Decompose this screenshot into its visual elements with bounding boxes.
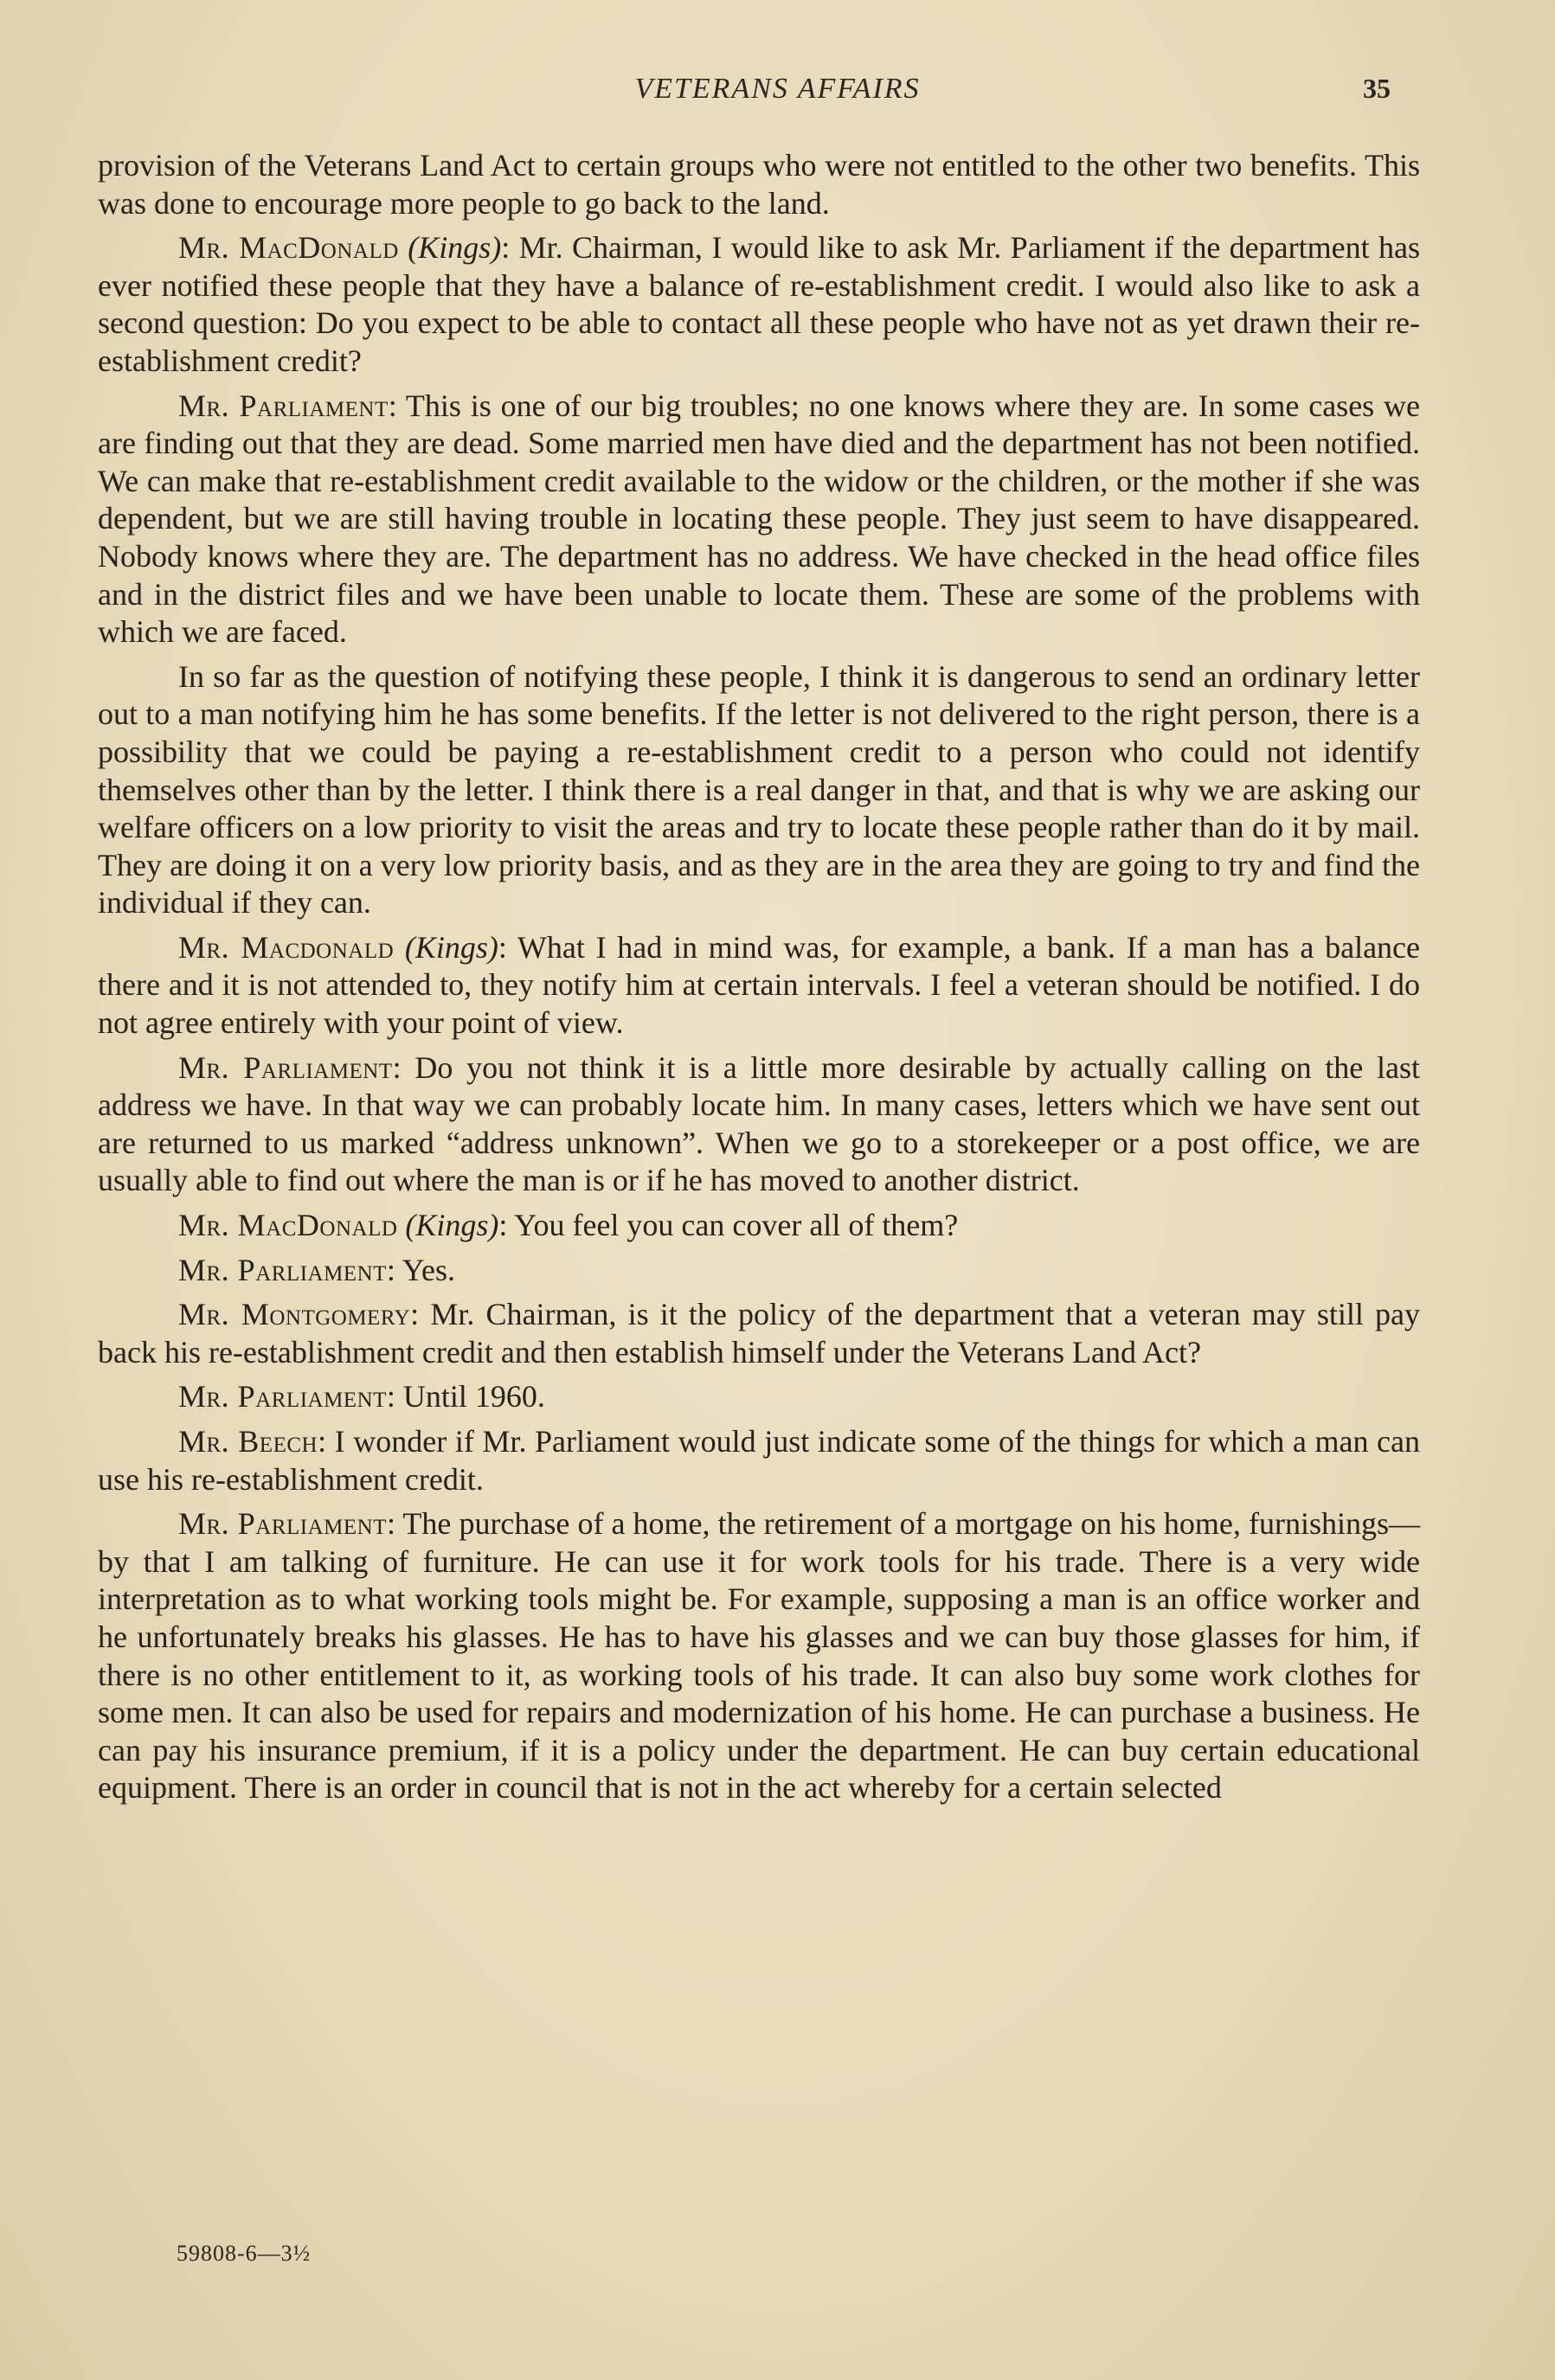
paragraph	[98, 658, 1420, 922]
paragraph-text: : You feel you can cover all of them?	[498, 1208, 959, 1243]
paragraph	[98, 1423, 1420, 1498]
paragraph-text: : I wonder if Mr. Parliament would just indicate some of the things for which a man can use his re-establishment credit.	[98, 1424, 1420, 1497]
paragraph-text: : Mr. Chairman, I would like to ask Mr. Parliament if the department has ever notified these people that they have a balance of re-establishment credit. I would also like to ask a second question: Do you expect to be able to contact all these people who have not as yet drawn their re-establishment credit?	[98, 230, 1420, 378]
speaker-name: Mr. MacDonald	[178, 1208, 398, 1243]
paragraph	[98, 1505, 1420, 1807]
paragraph-text: : Do you not think it is a little more desirable by actually calling on the last address we have. In that way we can probably locate him. In many cases, letters which we have sent out are returned to us marked “address unknown”. When we go to a storekeeper or a post office, we are usually able to find out where the man is or if he has moved to another district.	[98, 1049, 1420, 1198]
speaker-riding: (Kings)	[408, 230, 502, 266]
speaker-name: Mr. Macdonald	[178, 929, 395, 965]
paragraph-text: : Yes.	[386, 1252, 455, 1287]
printer-code: 59808-6—3½	[177, 2241, 312, 2266]
body-text	[98, 147, 1420, 1814]
speaker-name: Mr. Parliament	[178, 1252, 387, 1287]
paragraph-text: : The purchase of a home, the retirement of a mortgage on his home, furnishings—by that I am talking of furniture. He can use it for work tools for his trade. There is a very wide interpretation as to what working tools might be. For example, supposing a man is an office worker and he unfortunately breaks his glasses. He has to have his glasses and we can buy those glasses for him, if there is no other entitlement to it, as working tools of his trade. It can also buy some work clothes for some men. It can also be used for repairs and modernization of his home. He can purchase a business. He can pay his insurance premium, if it is a policy under the department. He can buy certain educational equipment. There is an order in council that is not in the act whereby for a certain selected	[98, 1506, 1420, 1806]
paragraph	[98, 929, 1420, 1042]
paragraph	[98, 1049, 1420, 1200]
speaker-name: Mr. Montgomery	[178, 1297, 411, 1332]
speaker-name: Mr. MacDonald	[178, 230, 399, 266]
paragraph-text: : What I had in mind was, for example, a bank. If a man has a balance there and it is not attended to, they notify him at certain intervals. I feel a veteran should be notified. I do not agree entirely with your point of view.	[98, 929, 1421, 1041]
speaker-name: Mr. Parliament	[178, 1049, 393, 1085]
speaker-name: Mr. Parliament	[178, 1379, 387, 1415]
paragraph-text: : Mr. Chairman, is it the policy of the department that a veteran may still pay back his re-establishment credit and then establish himself under the Veterans Land Act?	[98, 1297, 1420, 1370]
paragraph-text: : This is one of our big troubles; no one knows where they are. In some cases we are finding out that they are dead. Some married men have died and the department has not been notified. We can make that re-establishment credit available to the widow or the children, or the mother if she was dependent, but we are still having trouble in locating these people. They just seem to have disappeared. Nobody knows where they are. The department has no address. We have checked in the head office files and in the district files and we have been unable to locate them. These are some of the problems with which we are faced.	[98, 388, 1420, 650]
paragraph-text: : Until 1960.	[386, 1379, 545, 1415]
page-header	[0, 73, 1555, 116]
speaker-name: Mr. Beech	[178, 1424, 318, 1459]
paragraph-text: In so far as the question of notifying these people, I think it is dangerous to send an ordinary letter out to a man notifying him he has some benefits. If the letter is not delivered to the right person, there is a possibility that we could be paying a re-establishment credit to a person who could not identify themselves other than by the letter. I think there is a real danger in that, and that is why we are asking our welfare officers on a low priority to visit the areas and try to locate these people rather than do it by mail. They are doing it on a very low priority basis, and as they are in the area they are going to try and find the individual if they can.	[98, 658, 1420, 921]
paragraph	[98, 1296, 1420, 1371]
page-number: 35	[1363, 73, 1391, 104]
paragraph	[98, 229, 1420, 380]
paragraph	[98, 147, 1420, 222]
speaker-name: Mr. Parliament	[178, 1506, 387, 1542]
paragraph	[98, 1252, 1420, 1290]
paragraph	[98, 1378, 1420, 1416]
paragraph	[98, 1207, 1420, 1245]
speaker-name: Mr. Parliament	[178, 388, 389, 423]
speaker-riding: (Kings)	[404, 929, 498, 965]
running-title: VETERANS AFFAIRS	[634, 73, 921, 105]
paragraph	[98, 388, 1420, 651]
paragraph-text: provision of the Veterans Land Act to certain groups who were not entitled to the other two benefits. This was done to encourage more people to go back to the land.	[98, 148, 1420, 221]
speaker-riding: (Kings)	[405, 1208, 499, 1243]
